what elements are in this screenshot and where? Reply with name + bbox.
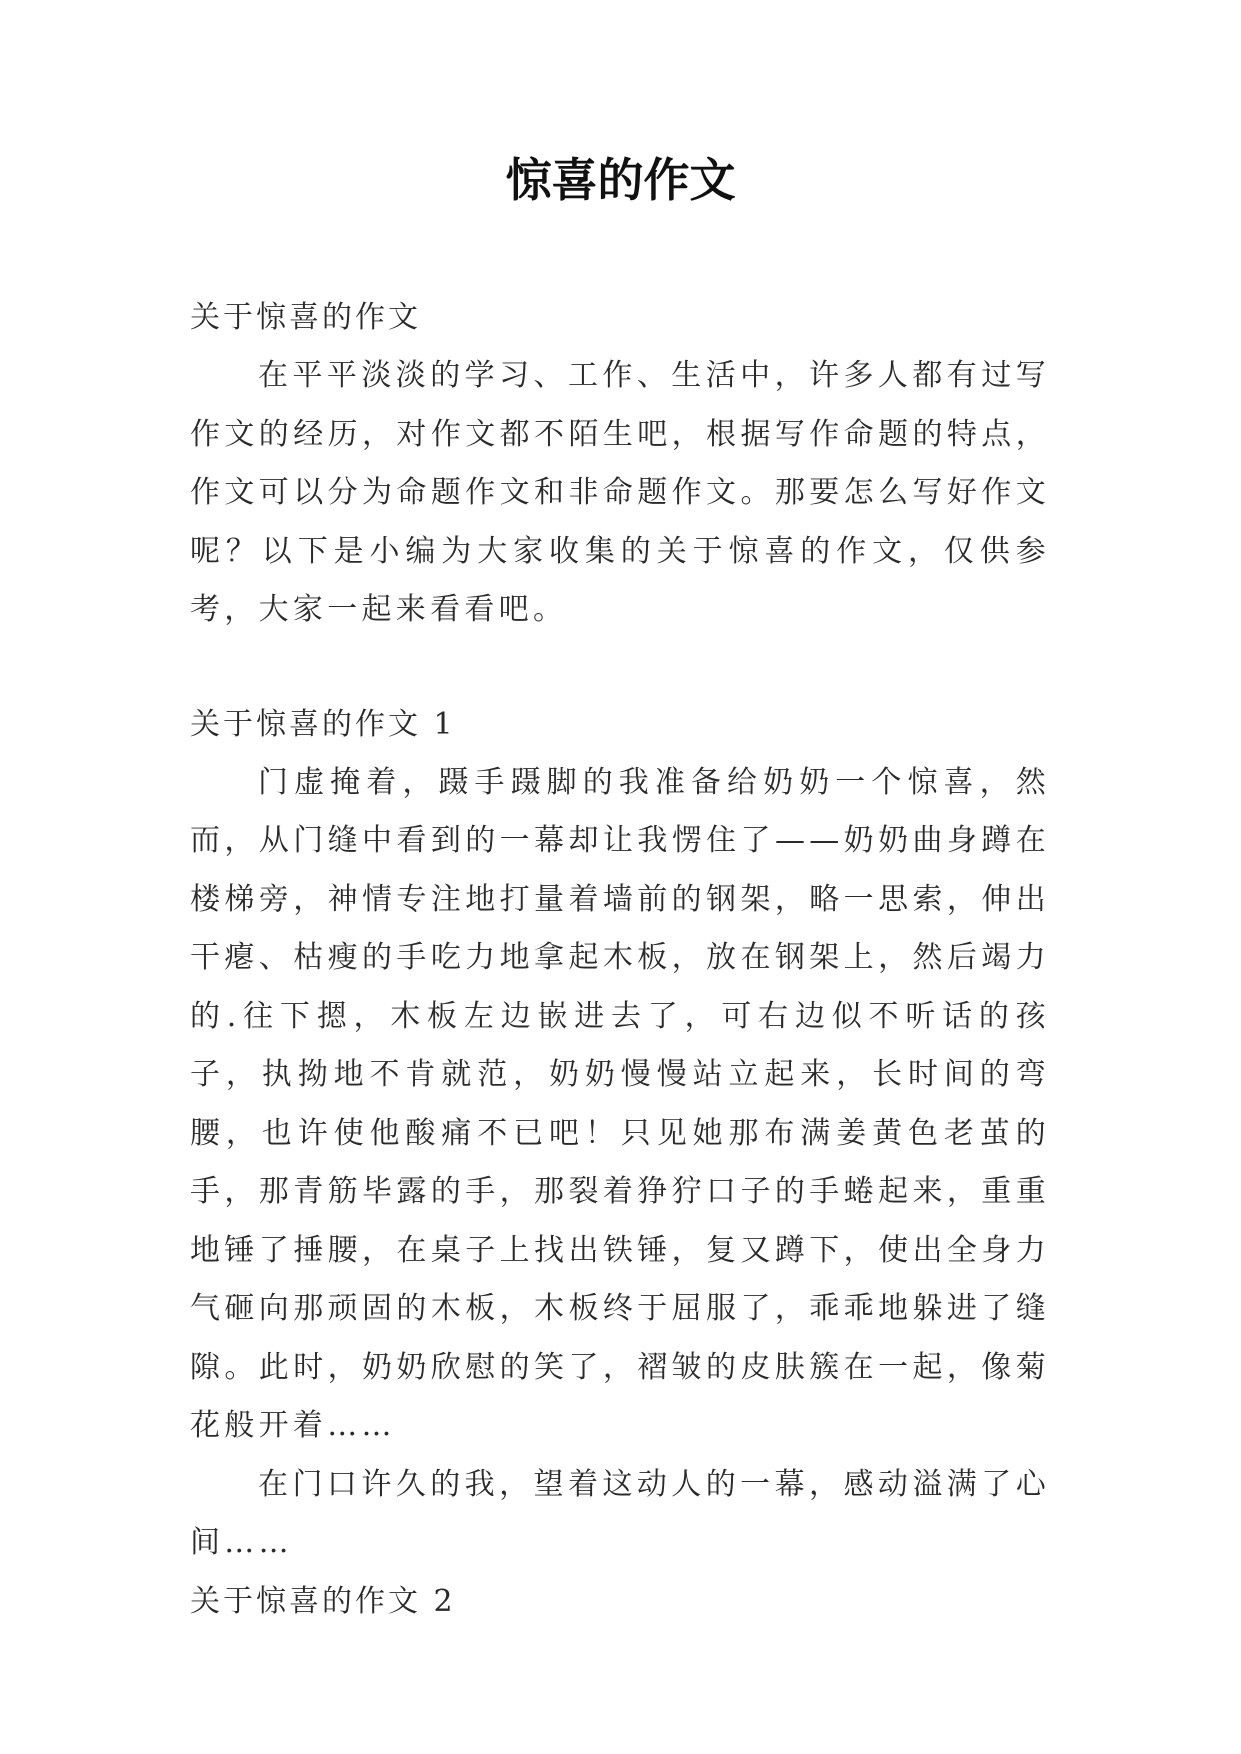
document-body bbox=[190, 289, 1050, 1631]
essay-2-heading: 关于惊喜的作文 2 bbox=[190, 1583, 456, 1619]
section-spacer bbox=[190, 640, 1050, 696]
intro-paragraph: 在平平淡淡的学习、工作、生活中，许多人都有过写作文的经历，对作文都不陌生吧，根据写作命题的特点，作文可以分为命题作文和非命题作文。那要怎么写好作文呢？以下是小编为大家收集的关于惊喜的作文，仅供参考，大家一起来看看吧。 bbox=[190, 358, 1050, 627]
intro-heading: 关于惊喜的作文 bbox=[190, 300, 421, 335]
essay-1-paragraph-2: 在门口许久的我，望着这动人的一幕，感动溢满了心间…… bbox=[190, 1466, 1050, 1560]
essay-1-heading: 关于惊喜的作文 1 bbox=[190, 706, 456, 742]
essay-1-paragraph-1: 门虚掩着，蹑手蹑脚的我准备给奶奶一个惊喜，然而，从门缝中看到的一幕却让我愣住了——奶奶曲身蹲在楼梯旁，神情专注地打量着墙前的钢架，略一思索，伸出干瘪、枯瘦的手吃力地拿起木板，放在钢架上，然后竭力的.往下摁，木板左边嵌进去了，可右边似不听话的孩子，执拗地不肯就范，奶奶慢慢站立起来，长时间的弯腰，也许使他酸痛不已吧！只见她那布满姜黄色老茧的手，那青筋毕露的手，那裂着狰狞口子的手蜷起来，重重地锤了捶腰，在桌子上找出铁锤，复又蹲下，使出全身力气砸向那顽固的木板，木板终于屈服了，乖乖地躲进了缝隙。此时，奶奶欣慰的笑了，褶皱的皮肤簇在一起，像菊花般开着…… bbox=[190, 764, 1050, 1443]
document-title: 惊喜的作文 bbox=[505, 153, 736, 207]
